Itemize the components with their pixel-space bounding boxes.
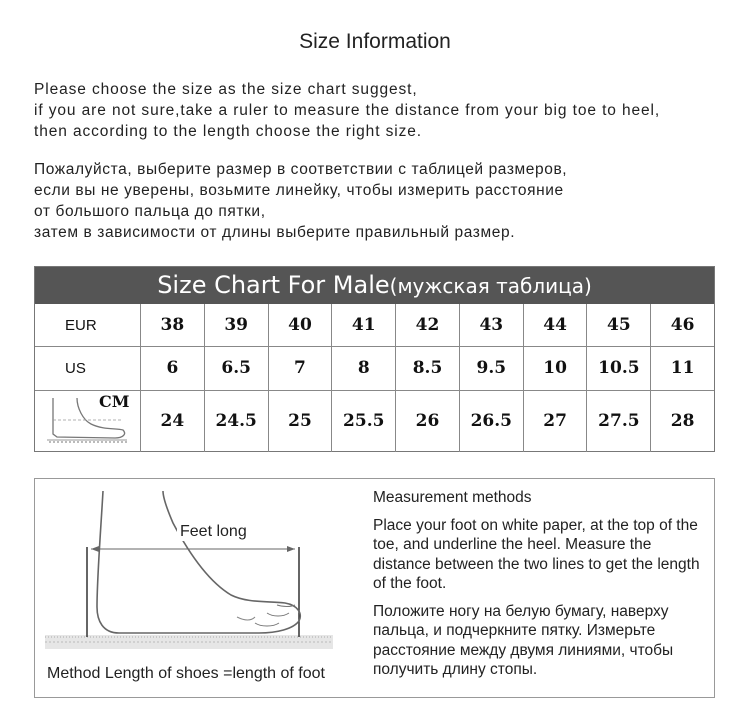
size-cell: 25.5 [332,390,396,452]
size-cell: 41 [332,304,396,346]
size-cell: 8.5 [396,346,460,390]
intro-line: Please choose the size as the size chart suggest, [34,81,418,98]
table-row-eur [35,304,714,347]
table-row-us [35,346,714,391]
intro-russian [34,159,567,243]
size-cell: 9.5 [460,346,524,390]
size-cell: 26.5 [460,390,524,452]
row-label-cm [35,390,141,452]
intro-english [34,79,660,142]
size-chart-header-sub: (мужская таблица) [389,274,592,298]
size-cell: 6.5 [205,346,269,390]
size-cell: 40 [269,304,333,346]
row-label: CM [99,392,130,411]
size-cell: 10 [524,346,588,390]
size-cell: 28 [670,411,695,431]
size-cell: 27 [524,390,588,452]
table-row-cm [35,390,714,452]
size-cell: 45 [587,304,651,346]
size-cell: 39 [205,304,269,346]
measurement-instructions [373,488,709,680]
size-chart-header [35,267,714,304]
size-cell: 8 [332,346,396,390]
size-chart-table [34,266,715,452]
size-cell: 24.5 [205,390,269,452]
method-caption: Method Length of shoes =length of foot [47,665,325,682]
intro-line: затем в зависимости от длины выберите правильный размер. [34,224,516,241]
size-cell: 7 [269,346,333,390]
intro-line: если вы не уверены, возьмите линейку, чтобы измерить расстояние [34,182,564,199]
size-cell: 25 [269,390,333,452]
intro-line: if you are not sure,take a ruler to measure the distance from your big toe to heel, [34,102,661,119]
size-cell: 24 [141,390,205,452]
row-label: EUR [35,304,141,346]
intro-line: then according to the length choose the right size. [34,123,422,140]
measurement-text-english: Place your foot on white paper, at the top of the toe, and underline the heel. Measure the distance between the two lines to get the length of the foot. [373,516,700,592]
size-chart-header-main: Size Chart For Male [157,271,390,299]
foot-measurement-illustration [41,487,341,659]
measurement-section [34,478,715,698]
measurement-title: Measurement methods [373,489,532,506]
size-cell: 44 [524,304,588,346]
size-cell: 26 [396,390,460,452]
intro-line: от большого пальца до пятки, [34,203,266,220]
size-cell: 11 [670,358,695,378]
page-title: Size Information [299,30,451,53]
row-label: US [35,346,141,390]
size-cell: 27.5 [587,390,651,452]
size-cell: 46 [670,315,695,335]
size-cell: 42 [396,304,460,346]
intro-line: Пожалуйста, выберите размер в соответствии с таблицей размеров, [34,161,568,178]
size-cell: 10.5 [587,346,651,390]
size-cell: 6 [141,346,205,390]
measurement-text-russian: Положите ногу на белую бумагу, наверху пальца, и подчеркните пятку. Измерьте расстояние между двумя линиями, чтобы получить длину стопы. [373,602,674,678]
size-cell: 38 [141,304,205,346]
feet-long-label: Feet long [177,523,250,541]
size-cell: 43 [460,304,524,346]
